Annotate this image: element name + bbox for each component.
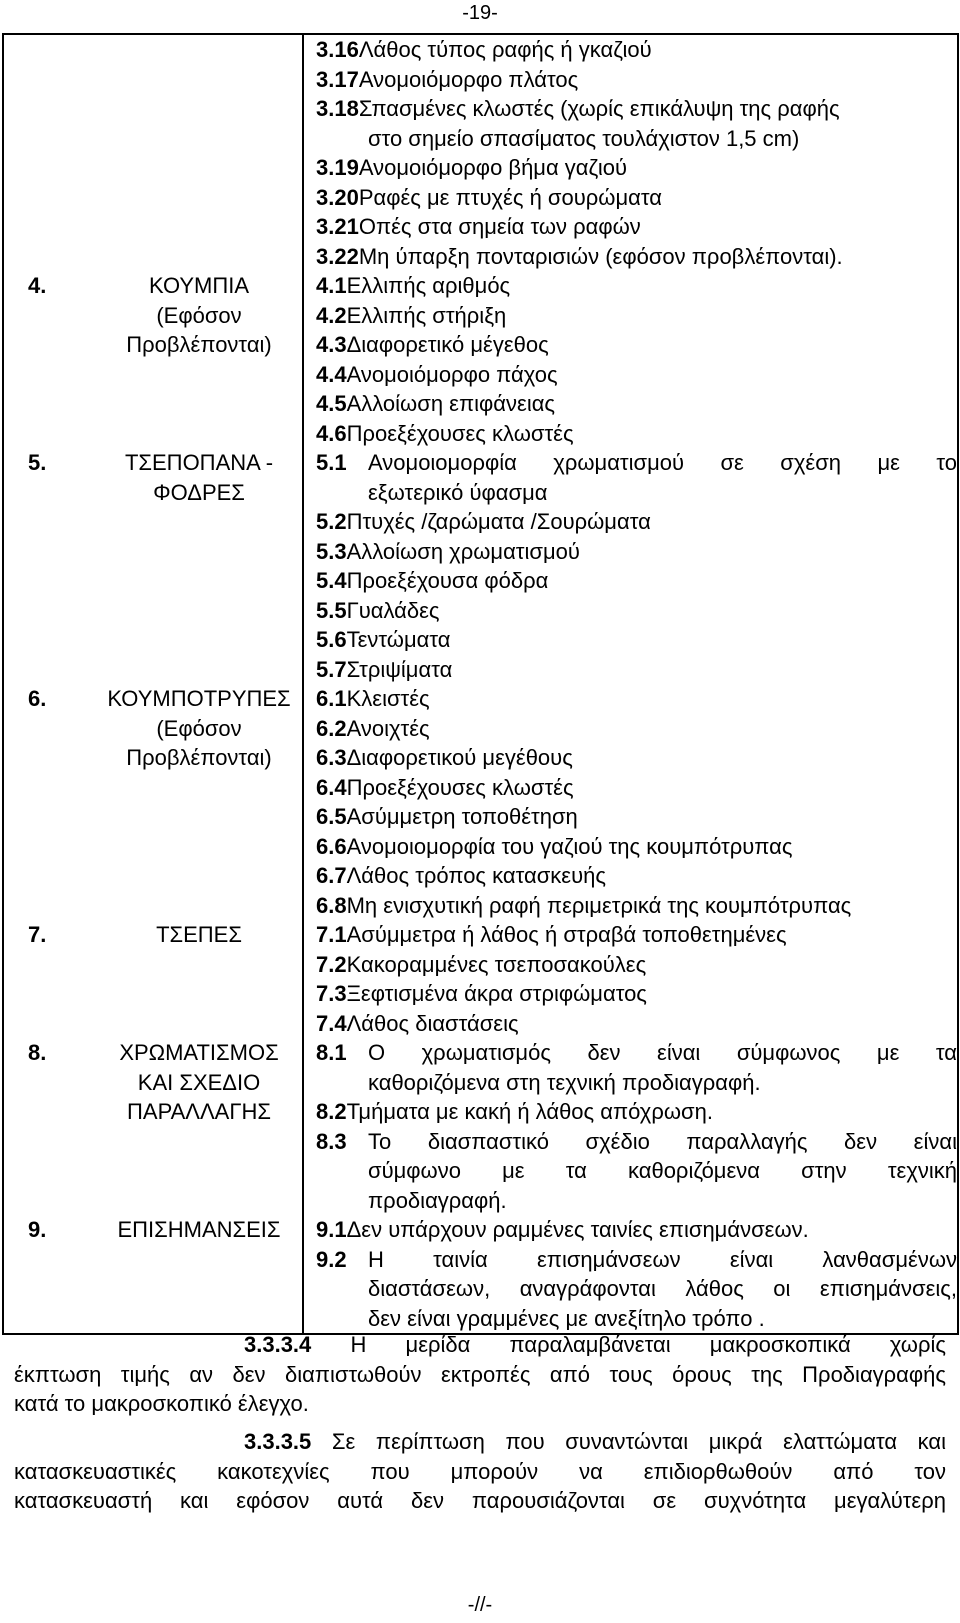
defect-item [316,419,957,449]
defect-code: 3.22 [316,243,359,269]
defect-code: 6.8 [316,892,347,918]
defect-text: Οπές στα σημεία των ραφών [358,214,641,239]
defect-code: 5.1 [316,450,347,475]
defect-text: Λάθος τύπος ραφής ή γκαζιού [358,37,652,62]
defect-code: 5.7 [316,656,347,682]
defect-text: Σπασμένες κλωστές (χωρίς επικάλυψη της ραφής [358,96,840,121]
paragraph-text: Η μερίδα παραλαμβάνεται μακροσκοπικά χωρίς [311,1332,946,1357]
defect-code: 6.6 [316,833,347,859]
paragraph-3-3-3-5 [14,1427,946,1516]
category-name-line: (Εφόσον [156,715,242,741]
defect-text: Ανομοιόμορφο πάχος [346,361,558,387]
defect-text: Κλειστές [346,686,430,711]
category-column [3,34,303,1334]
defect-list [304,35,957,1333]
category-name-line: ΕΠΙΣΗΜΑΝΣΕΙΣ [117,1217,281,1242]
category-name-line: ΚΑΙ ΣΧΕΔΙΟ [137,1069,261,1095]
defect-text-continued: προδιαγραφή. [368,1187,507,1213]
defect-text: Μη ενισχυτική ραφή περιμετρικά της κουμπότρυπας [346,892,852,918]
defect-code: 5.5 [316,597,347,623]
defect-code: 6.5 [316,804,347,829]
defect-text: Στριψίματα [346,656,453,682]
defect-item [316,389,957,419]
defect-text: Τμήματα με κακή ή λάθος απόχρωση. [346,1099,713,1124]
defect-item [316,596,957,626]
defect-text: Ξεφτισμένα άκρα στριφώματος [346,981,647,1006]
category-name [94,1038,304,1127]
category-number: 8. [28,1040,47,1065]
defect-code: 7.4 [316,1010,347,1036]
defect-item [316,714,957,744]
paragraph-code: 3.3.3.5 [244,1429,312,1454]
defect-item [316,1097,957,1127]
page-number-bottom: -//- [467,1594,493,1616]
defect-code: 5.6 [316,627,347,652]
paragraph-line: κατασκευαστικές κακοτεχνίες που μπορούν να επιδιορθωθούν από τον [14,1458,946,1484]
defect-code: 8.2 [316,1099,347,1124]
defect-text-continued: διαστάσεων, αναγράφονται λάθος οι επισημάνσεις, [368,1276,957,1301]
category-name [94,271,304,360]
defect-item [316,950,957,980]
defect-text: Ανομοιόμορφο βήμα γαζιού [358,155,627,180]
defect-item [316,773,957,803]
defect-item [316,920,957,950]
paragraph-line [14,1330,946,1360]
paragraph-line: έκπτωση τιμής αν δεν διαπιστωθούν εκτροπές από τους όρους της Προδιαγραφής [14,1361,946,1387]
defect-item [316,802,957,832]
defect-code: 9.1 [316,1217,347,1242]
defect-code: 5.3 [316,538,347,564]
defect-text: Λάθος τρόπος κατασκευής [346,863,606,888]
category-number: 5. [28,450,47,475]
defect-item [316,684,957,714]
defect-text: Ο χρωματισμός δεν είναι σύμφωνος με τα [368,1040,957,1065]
defect-code: 6.7 [316,863,347,888]
defect-text: Προεξέχουσες κλωστές [346,774,574,800]
category-number: 7. [28,922,47,947]
defect-text: Γυαλάδες [346,597,440,623]
defect-text-continued: εξωτερικό ύφασμα [368,479,548,505]
defect-text: Ανομοιομορφία χρωματισμού σε σχέση με το [368,450,957,475]
defect-item [316,1009,957,1039]
defect-code: 4.2 [316,302,347,328]
paragraph-text: Σε περίπτωση που συναντώνται μικρά ελαττώματα και [311,1429,946,1454]
defect-code: 4.4 [316,361,347,387]
defect-code: 3.20 [316,184,359,210]
defect-code: 6.3 [316,745,347,770]
defect-code: 6.1 [316,686,347,711]
defect-text-continued: δεν είναι γραμμένες με ανεξίτηλο τρόπο . [368,1305,765,1331]
defect-text: Ανομοιομορφία του γαζιού της κουμπότρυπας [346,833,793,859]
category-number: 4. [28,273,47,298]
defect-text: Προεξέχουσα φόδρα [346,568,549,593]
defect-item [316,65,957,95]
page-number-top: -19- [462,2,498,24]
category-name-line: Προβλέπονται) [126,745,272,770]
defect-text: Ραφές με πτυχές ή σουρώματα [358,184,662,210]
defect-text-continued: στο σημείο σπασίματος τουλάχιστον 1,5 cm) [368,125,800,151]
paragraph-code: 3.3.3.4 [244,1332,312,1357]
category-name-line: ΚΟΥΜΠΙΑ [148,273,250,298]
defect-item [316,1127,957,1216]
defect-text: Πτυχές /ζαρώματα /Σουρώματα [346,509,651,534]
defect-text: Τεντώματα [346,627,451,652]
defect-item [316,360,957,390]
category-name [94,684,304,773]
defect-text: Διαφορετικού μεγέθους [346,745,573,770]
defect-text: Ασύμμετρα ή λάθος ή στραβά τοποθετημένες [346,922,787,947]
defect-code: 3.21 [316,214,359,239]
defect-item [316,743,957,773]
defect-text: Το διασπαστικό σχέδιο παραλλαγής δεν είναι [368,1128,957,1154]
defect-item [316,507,957,537]
defect-item [316,655,957,685]
category-name-line: ΦΟΔΡΕΣ [153,479,245,505]
defect-item [316,537,957,567]
table-row [3,34,958,1334]
defect-item [316,271,957,301]
defect-code: 7.3 [316,981,347,1006]
defect-item [316,861,957,891]
paragraph-line [14,1427,946,1457]
defect-code: 3.17 [316,66,359,92]
defect-item [316,1038,957,1097]
defect-text: Μη ύπαρξη πονταρισιών (εφόσον προβλέπονται). [358,243,843,269]
defect-item [316,301,957,331]
defect-item [316,1215,957,1245]
category-name-line: ΠΑΡΑΛΛΑΓΗΣ [127,1099,271,1124]
defect-code: 7.1 [316,922,347,947]
defect-code: 4.1 [316,273,347,298]
category-name-line: Προβλέπονται) [126,332,272,357]
defect-code: 8.1 [316,1040,347,1065]
defect-text: Προεξέχουσες κλωστές [346,420,574,446]
defect-code: 7.2 [316,951,347,977]
category-name-line: ΤΣΕΠΕΣ [156,922,242,947]
defect-text-continued: σύμφωνο με τα καθοριζόμενα στην τεχνική [368,1158,957,1183]
defect-item [316,242,957,272]
defect-text: Δεν υπάρχουν ραμμένες ταινίες επισημάνσεων. [346,1217,809,1242]
category-number: 6. [28,686,47,711]
defect-item [316,94,957,153]
defect-code: 4.3 [316,332,347,357]
defect-item [316,183,957,213]
paragraph-line: κατά το μακροσκοπικό έλεγχο. [14,1391,309,1416]
defect-item [316,212,957,242]
defect-code: 6.2 [316,715,347,741]
defects-table [2,33,959,1335]
defect-text: Ελλιπής αριθμός [346,273,511,298]
defect-code: 4.6 [316,420,347,446]
defect-code: 9.2 [316,1246,347,1272]
defect-text-continued: καθοριζόμενα στη τεχνική προδιαγραφή. [368,1069,761,1095]
category-name [94,1215,304,1245]
defect-code: 6.4 [316,774,347,800]
defect-text: Αλλοίωση επιφάνειας [346,391,556,416]
defect-item [316,979,957,1009]
defect-item [316,832,957,862]
defect-item [316,625,957,655]
category-name [94,920,304,950]
defect-text: Ασύμμετρη τοποθέτηση [346,804,578,829]
paragraph-3-3-3-4 [14,1330,946,1419]
defects-column [303,34,958,1334]
defect-item [316,1245,957,1334]
defect-code: 4.5 [316,391,347,416]
category-name-line: ΚΟΥΜΠΟΤΡΥΠΕΣ [107,686,291,711]
defect-code: 3.16 [316,37,359,62]
defect-item [316,891,957,921]
category-name-line: (Εφόσον [156,302,242,328]
defect-text: Ανομοιόμορφο πλάτος [358,66,579,92]
defect-text: Ανοιχτές [346,715,430,741]
defect-item [316,153,957,183]
defect-item [316,566,957,596]
defect-code: 8.3 [316,1128,347,1154]
defect-text: Αλλοίωση χρωματισμού [346,538,580,564]
defect-code: 5.2 [316,509,347,534]
defect-item [316,330,957,360]
category-name [94,448,304,507]
defect-item [316,448,957,507]
defect-text: Διαφορετικό μέγεθος [346,332,549,357]
category-number: 9. [28,1217,47,1242]
defect-text: Λάθος διαστάσεις [346,1010,519,1036]
defect-item [316,35,957,65]
category-name-line: ΤΣΕΠΟΠΑΝΑ - [124,450,274,475]
defect-code: 3.18 [316,96,359,121]
defect-code: 3.19 [316,155,359,180]
defect-code: 5.4 [316,568,347,593]
defect-text: Η ταινία επισημάνσεων είναι λανθασμένων [368,1246,957,1272]
defect-text: Κακοραμμένες τσεποσακούλες [346,951,647,977]
paragraph-line: κατασκευαστή και εφόσον αυτά δεν παρουσιάζονται σε συχνότητα μεγαλύτερη [14,1488,946,1513]
category-name-line: ΧΡΩΜΑΤΙΣΜΟΣ [119,1040,279,1065]
defect-text: Ελλιπής στήριξη [346,302,507,328]
